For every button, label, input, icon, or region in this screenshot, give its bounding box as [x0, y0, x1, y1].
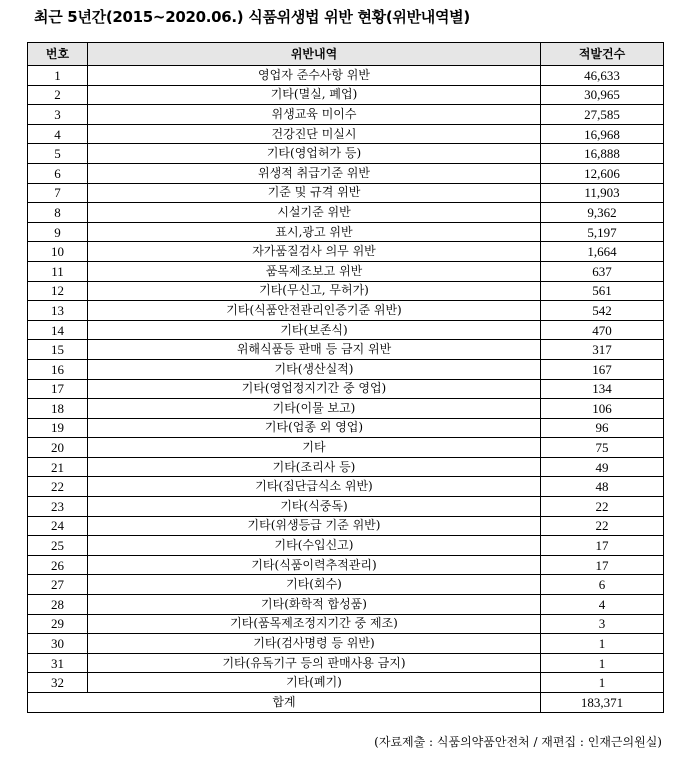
row-number: 18	[28, 399, 88, 419]
row-count: 3	[541, 614, 664, 634]
table-row	[28, 614, 664, 634]
row-violation: 기타(식품안전관리인증기준 위반)	[88, 301, 541, 321]
row-number: 10	[28, 242, 88, 262]
table-row	[28, 575, 664, 595]
table-row	[28, 536, 664, 556]
row-count: 4	[541, 595, 664, 615]
row-count: 5,197	[541, 222, 664, 242]
row-number: 17	[28, 379, 88, 399]
row-violation: 기타(수입신고)	[88, 536, 541, 556]
row-violation: 영업자 준수사항 위반	[88, 66, 541, 86]
row-count: 1	[541, 634, 664, 654]
table-row	[28, 124, 664, 144]
row-violation: 기타(식품이력추적관리)	[88, 555, 541, 575]
row-violation: 자가품질검사 의무 위반	[88, 242, 541, 262]
row-number: 9	[28, 222, 88, 242]
header-violation: 위반내역	[88, 43, 541, 66]
row-count: 49	[541, 457, 664, 477]
row-count: 11,903	[541, 183, 664, 203]
table-row	[28, 634, 664, 654]
row-violation: 기준 및 규격 위반	[88, 183, 541, 203]
table-row	[28, 105, 664, 125]
page-title: 최근 5년간(2015~2020.06.) 식품위생법 위반 현황(위반내역별)	[34, 8, 470, 26]
row-violation: 건강진단 미실시	[88, 124, 541, 144]
row-number: 7	[28, 183, 88, 203]
table-row	[28, 379, 664, 399]
table-row	[28, 497, 664, 517]
row-violation: 기타(영업정지기간 중 영업)	[88, 379, 541, 399]
row-count: 96	[541, 418, 664, 438]
row-number: 25	[28, 536, 88, 556]
table-row	[28, 673, 664, 693]
row-violation: 기타(회수)	[88, 575, 541, 595]
row-number: 26	[28, 555, 88, 575]
table-header-row	[28, 43, 664, 66]
table-row	[28, 242, 664, 262]
table-row	[28, 595, 664, 615]
row-count: 12,606	[541, 163, 664, 183]
row-number: 19	[28, 418, 88, 438]
table-row	[28, 320, 664, 340]
total-row	[28, 693, 664, 713]
source-note: (자료제출 : 식품의약품안전처 / 재편집 : 인재근의원실)	[374, 735, 662, 749]
table-row	[28, 85, 664, 105]
table-row	[28, 66, 664, 86]
row-violation: 기타(위생등급 기준 위반)	[88, 516, 541, 536]
table-row	[28, 281, 664, 301]
violation-table	[27, 42, 664, 713]
row-count: 470	[541, 320, 664, 340]
table-row	[28, 477, 664, 497]
row-number: 13	[28, 301, 88, 321]
row-count: 16,888	[541, 144, 664, 164]
row-violation: 기타(보존식)	[88, 320, 541, 340]
row-count: 106	[541, 399, 664, 419]
row-violation: 시설기준 위반	[88, 203, 541, 223]
row-count: 30,965	[541, 85, 664, 105]
row-count: 134	[541, 379, 664, 399]
row-count: 9,362	[541, 203, 664, 223]
row-count: 75	[541, 438, 664, 458]
row-count: 317	[541, 340, 664, 360]
table-row	[28, 222, 664, 242]
row-violation: 기타(업종 외 영업)	[88, 418, 541, 438]
row-number: 27	[28, 575, 88, 595]
total-value: 183,371	[541, 693, 664, 713]
table-row	[28, 301, 664, 321]
row-number: 16	[28, 359, 88, 379]
row-count: 48	[541, 477, 664, 497]
row-number: 30	[28, 634, 88, 654]
row-number: 32	[28, 673, 88, 693]
table-row	[28, 399, 664, 419]
row-count: 22	[541, 497, 664, 517]
row-violation: 기타(집단급식소 위반)	[88, 477, 541, 497]
row-number: 11	[28, 261, 88, 281]
row-violation: 기타(식중독)	[88, 497, 541, 517]
row-violation: 기타(유독기구 등의 판매사용 금지)	[88, 653, 541, 673]
table-row	[28, 438, 664, 458]
row-violation: 위해식품등 판매 등 금지 위반	[88, 340, 541, 360]
row-count: 167	[541, 359, 664, 379]
row-violation: 기타(이물 보고)	[88, 399, 541, 419]
row-violation: 기타(영업허가 등)	[88, 144, 541, 164]
table-row	[28, 203, 664, 223]
row-number: 2	[28, 85, 88, 105]
table-row	[28, 516, 664, 536]
row-violation: 위생교육 미이수	[88, 105, 541, 125]
row-count: 1	[541, 673, 664, 693]
row-number: 1	[28, 66, 88, 86]
table-row	[28, 261, 664, 281]
row-violation: 기타(무신고, 무허가)	[88, 281, 541, 301]
row-violation: 기타(화학적 합성품)	[88, 595, 541, 615]
row-violation: 기타(검사명령 등 위반)	[88, 634, 541, 654]
row-number: 6	[28, 163, 88, 183]
row-violation: 기타(폐기)	[88, 673, 541, 693]
row-count: 637	[541, 261, 664, 281]
row-number: 20	[28, 438, 88, 458]
table-row	[28, 340, 664, 360]
table-row	[28, 457, 664, 477]
total-label: 합계	[28, 693, 541, 713]
row-number: 29	[28, 614, 88, 634]
header-count: 적발건수	[541, 43, 664, 66]
table-row	[28, 359, 664, 379]
row-count: 17	[541, 536, 664, 556]
row-number: 14	[28, 320, 88, 340]
table-row	[28, 555, 664, 575]
row-number: 4	[28, 124, 88, 144]
table-row	[28, 418, 664, 438]
row-count: 22	[541, 516, 664, 536]
row-violation: 표시,광고 위반	[88, 222, 541, 242]
table-row	[28, 183, 664, 203]
table-body	[28, 66, 664, 693]
row-violation: 기타(조리사 등)	[88, 457, 541, 477]
row-number: 31	[28, 653, 88, 673]
row-count: 6	[541, 575, 664, 595]
row-number: 24	[28, 516, 88, 536]
row-violation: 기타(품목제조정지기간 중 제조)	[88, 614, 541, 634]
row-number: 22	[28, 477, 88, 497]
row-violation: 기타	[88, 438, 541, 458]
row-number: 28	[28, 595, 88, 615]
row-violation: 기타(생산실적)	[88, 359, 541, 379]
row-number: 23	[28, 497, 88, 517]
table-row	[28, 144, 664, 164]
row-violation: 기타(멸실, 폐업)	[88, 85, 541, 105]
row-count: 16,968	[541, 124, 664, 144]
row-count: 1,664	[541, 242, 664, 262]
row-count: 17	[541, 555, 664, 575]
table-row	[28, 653, 664, 673]
row-count: 542	[541, 301, 664, 321]
row-count: 561	[541, 281, 664, 301]
table-row	[28, 163, 664, 183]
row-count: 27,585	[541, 105, 664, 125]
row-number: 3	[28, 105, 88, 125]
row-number: 8	[28, 203, 88, 223]
row-number: 15	[28, 340, 88, 360]
row-count: 1	[541, 653, 664, 673]
row-number: 21	[28, 457, 88, 477]
row-number: 5	[28, 144, 88, 164]
row-violation: 위생적 취급기준 위반	[88, 163, 541, 183]
header-number: 번호	[28, 43, 88, 66]
row-violation: 품목제조보고 위반	[88, 261, 541, 281]
row-count: 46,633	[541, 66, 664, 86]
row-number: 12	[28, 281, 88, 301]
